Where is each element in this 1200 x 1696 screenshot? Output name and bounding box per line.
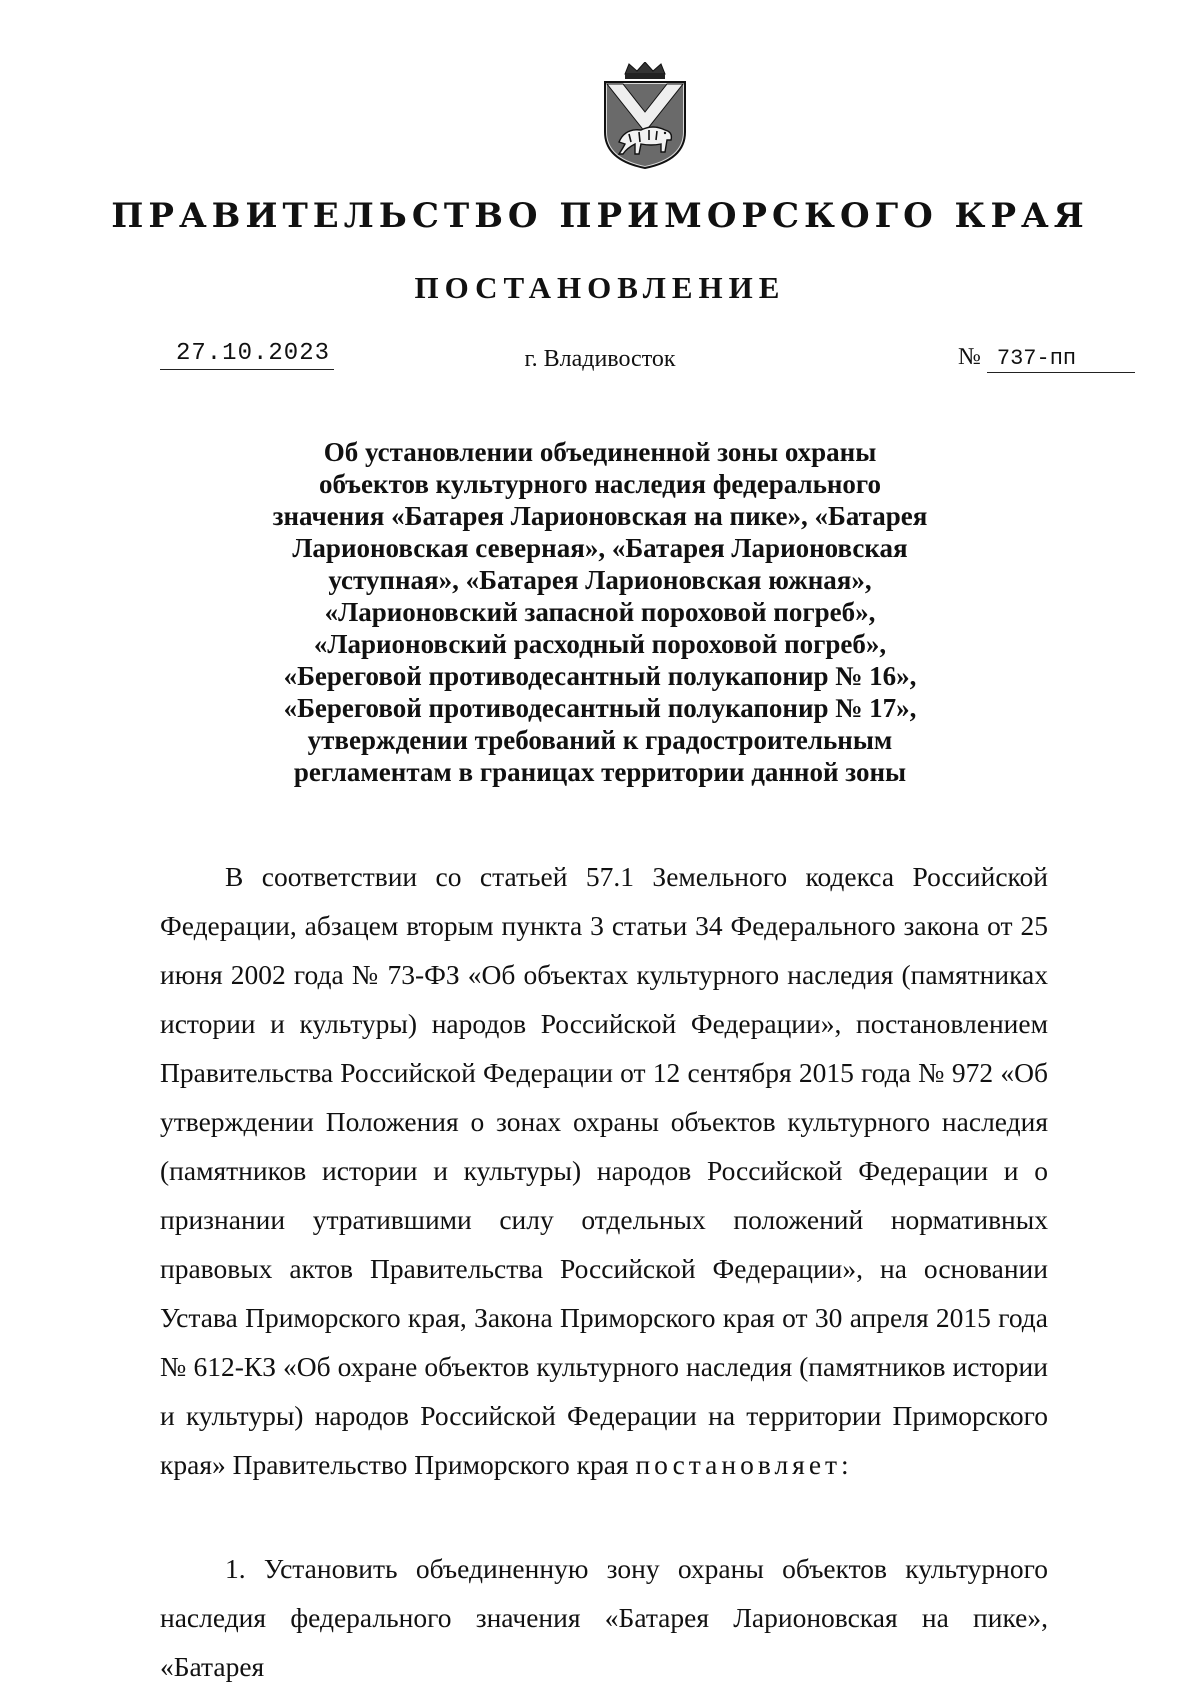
document-date: 27.10.2023 — [160, 340, 334, 370]
heading-line: «Ларионовский расходный пороховой погреб», — [313, 629, 887, 659]
heading-line: «Береговой противодесантный полукапонир № 17», — [283, 693, 917, 723]
heading-line: утверждении требований к градостроительным — [307, 725, 893, 755]
heading-line: «Береговой противодесантный полукапонир № 16», — [283, 661, 917, 691]
document-heading — [200, 436, 1000, 788]
heading-line: объектов культурного наследия федерального — [318, 469, 882, 499]
resolves-word: постановляет: — [635, 1449, 853, 1480]
number-value: 737-пп — [987, 346, 1135, 373]
heading-line: значения «Батарея Ларионовская на пике», «Батарея — [272, 501, 928, 531]
preamble-text: В соответствии со статьей 57.1 Земельного кодекса Российской Федерации, абзацем вторым пункта 3 статьи 34 Федерального закона от 25 июня 2002 года № 73-ФЗ «Об объектах культурного наследия (памятниках истории и культуры) народов Российской Федерации», постановлением Правительства Российской Федерации от 12 сентября 2015 года № 972 «Об утверждении Положения о зонах охраны объектов культурного наследия (памятников истории и культуры) народов Российской Федерации и о признании утратившими силу отдельных положений нормативных правовых актов Правительства Российской Федерации», на основании Устава Приморского края, Закона Приморского края от 30 апреля 2015 года № 612-КЗ «Об охране объектов культурного наследия (памятников истории и культуры) народов Российской Федерации на территории Приморского края» Правительство Приморского края — [160, 861, 1048, 1480]
coat-of-arms-icon — [595, 62, 695, 170]
heading-line: «Ларионовский запасной пороховой погреб», — [324, 597, 876, 627]
item-1-paragraph: 1. Установить объединенную зону охраны объектов культурного наследия федерального значения «Батарея Ларионовская на пике», «Батарея — [160, 1553, 1048, 1682]
document-city: г. Владивосток — [524, 346, 676, 372]
heading-line: регламентам в границах территории данной зоны — [293, 757, 907, 787]
government-title: ПРАВИТЕЛЬСТВО ПРИМОРСКОГО КРАЯ — [111, 196, 1089, 236]
number-sign: № — [958, 344, 981, 370]
heading-line: уступная», «Батарея Ларионовская южная», — [328, 565, 872, 595]
heading-line: Об установлении объединенной зоны охраны — [323, 437, 877, 467]
document-number — [958, 344, 1135, 373]
preamble-paragraph — [160, 852, 1048, 1489]
document-body — [160, 852, 1048, 1489]
document-type: ПОСТАНОВЛЕНИЕ — [414, 270, 786, 305]
heading-line: Ларионовская северная», «Батарея Ларионовская — [292, 533, 908, 563]
